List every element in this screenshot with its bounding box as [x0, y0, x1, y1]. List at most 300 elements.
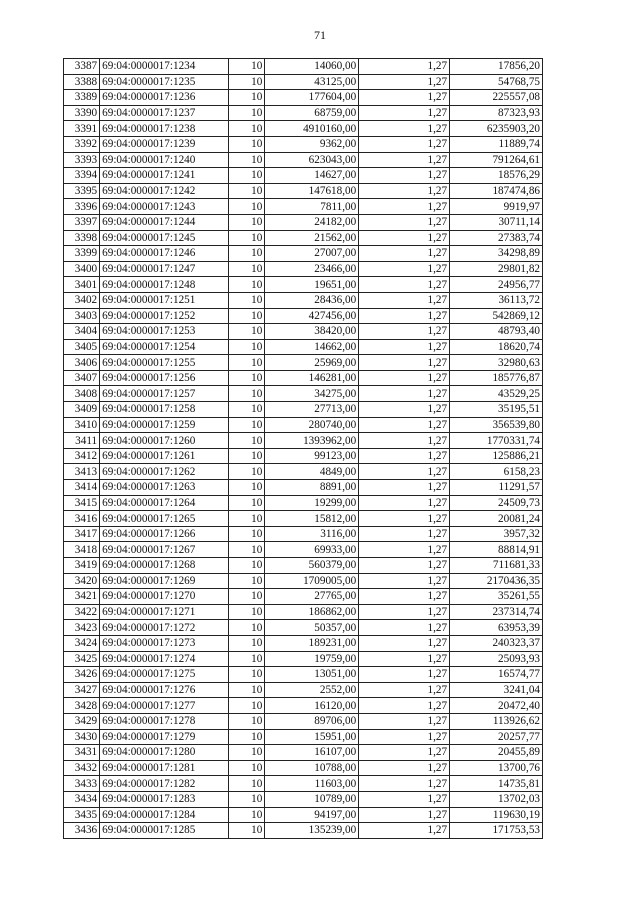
- row-number: 3389: [64, 90, 100, 106]
- coefficient: 1,27: [359, 183, 450, 199]
- cadastral-value: 542869,12: [450, 308, 543, 324]
- category-code: 10: [229, 620, 265, 636]
- coefficient: 1,27: [359, 402, 450, 418]
- area-value: 135239,00: [265, 823, 359, 839]
- row-number: 3392: [64, 136, 100, 152]
- row-number: 3416: [64, 511, 100, 527]
- category-code: 10: [229, 370, 265, 386]
- row-number: 3396: [64, 199, 100, 215]
- coefficient: 1,27: [359, 261, 450, 277]
- category-code: 10: [229, 807, 265, 823]
- coefficient: 1,27: [359, 308, 450, 324]
- coefficient: 1,27: [359, 526, 450, 542]
- category-code: 10: [229, 214, 265, 230]
- area-value: 2552,00: [265, 682, 359, 698]
- category-code: 10: [229, 713, 265, 729]
- area-value: 11603,00: [265, 776, 359, 792]
- row-number: 3410: [64, 417, 100, 433]
- area-value: 50357,00: [265, 620, 359, 636]
- cadastral-number: 69:04:0000017:1258: [100, 402, 229, 418]
- category-code: 10: [229, 729, 265, 745]
- coefficient: 1,27: [359, 277, 450, 293]
- cadastral-value: 48793,40: [450, 324, 543, 340]
- cadastral-number: 69:04:0000017:1281: [100, 760, 229, 776]
- area-value: 89706,00: [265, 713, 359, 729]
- cadastral-number: 69:04:0000017:1263: [100, 480, 229, 496]
- row-number: 3402: [64, 292, 100, 308]
- table-row: [64, 59, 543, 75]
- cadastral-number: 69:04:0000017:1251: [100, 292, 229, 308]
- category-code: 10: [229, 651, 265, 667]
- row-number: 3409: [64, 402, 100, 418]
- category-code: 10: [229, 152, 265, 168]
- coefficient: 1,27: [359, 760, 450, 776]
- category-code: 10: [229, 589, 265, 605]
- cadastral-value: 9919,97: [450, 199, 543, 215]
- land-registry-table: [63, 58, 543, 839]
- area-value: 623043,00: [265, 152, 359, 168]
- cadastral-number: 69:04:0000017:1276: [100, 682, 229, 698]
- cadastral-value: 225557,08: [450, 90, 543, 106]
- cadastral-number: 69:04:0000017:1284: [100, 807, 229, 823]
- coefficient: 1,27: [359, 667, 450, 683]
- row-number: 3427: [64, 682, 100, 698]
- area-value: 69933,00: [265, 542, 359, 558]
- cadastral-value: 34298,89: [450, 246, 543, 262]
- cadastral-value: 187474,86: [450, 183, 543, 199]
- cadastral-number: 69:04:0000017:1235: [100, 74, 229, 90]
- coefficient: 1,27: [359, 386, 450, 402]
- category-code: 10: [229, 355, 265, 371]
- coefficient: 1,27: [359, 682, 450, 698]
- area-value: 14060,00: [265, 59, 359, 75]
- coefficient: 1,27: [359, 168, 450, 184]
- cadastral-value: 20257,77: [450, 729, 543, 745]
- row-number: 3388: [64, 74, 100, 90]
- area-value: 43125,00: [265, 74, 359, 90]
- cadastral-value: 356539,80: [450, 417, 543, 433]
- area-value: 14662,00: [265, 339, 359, 355]
- area-value: 14627,00: [265, 168, 359, 184]
- area-value: 23466,00: [265, 261, 359, 277]
- cadastral-number: 69:04:0000017:1279: [100, 729, 229, 745]
- area-value: 177604,00: [265, 90, 359, 106]
- table-row: [64, 402, 543, 418]
- table-row: [64, 448, 543, 464]
- cadastral-value: 24509,73: [450, 495, 543, 511]
- category-code: 10: [229, 760, 265, 776]
- row-number: 3395: [64, 183, 100, 199]
- cadastral-number: 69:04:0000017:1261: [100, 448, 229, 464]
- table-row: [64, 433, 543, 449]
- table-row: [64, 136, 543, 152]
- cadastral-number: 69:04:0000017:1267: [100, 542, 229, 558]
- cadastral-value: 35195,51: [450, 402, 543, 418]
- cadastral-number: 69:04:0000017:1283: [100, 791, 229, 807]
- cadastral-value: 54768,75: [450, 74, 543, 90]
- cadastral-value: 29801,82: [450, 261, 543, 277]
- cadastral-number: 69:04:0000017:1275: [100, 667, 229, 683]
- cadastral-value: 3241,04: [450, 682, 543, 698]
- category-code: 10: [229, 573, 265, 589]
- table-row: [64, 105, 543, 121]
- page-number: 71: [314, 28, 326, 42]
- cadastral-number: 69:04:0000017:1274: [100, 651, 229, 667]
- table-row: [64, 261, 543, 277]
- cadastral-value: 240323,37: [450, 635, 543, 651]
- cadastral-number: 69:04:0000017:1234: [100, 59, 229, 75]
- coefficient: 1,27: [359, 604, 450, 620]
- coefficient: 1,27: [359, 355, 450, 371]
- cadastral-number: 69:04:0000017:1245: [100, 230, 229, 246]
- row-number: 3436: [64, 823, 100, 839]
- cadastral-number: 69:04:0000017:1242: [100, 183, 229, 199]
- cadastral-value: 185776,87: [450, 370, 543, 386]
- cadastral-value: 171753,53: [450, 823, 543, 839]
- category-code: 10: [229, 261, 265, 277]
- area-value: 25969,00: [265, 355, 359, 371]
- cadastral-number: 69:04:0000017:1239: [100, 136, 229, 152]
- coefficient: 1,27: [359, 105, 450, 121]
- table-row: [64, 511, 543, 527]
- area-value: 16120,00: [265, 698, 359, 714]
- coefficient: 1,27: [359, 729, 450, 745]
- category-code: 10: [229, 635, 265, 651]
- cadastral-value: 20455,89: [450, 745, 543, 761]
- category-code: 10: [229, 121, 265, 137]
- cadastral-number: 69:04:0000017:1282: [100, 776, 229, 792]
- area-value: 94197,00: [265, 807, 359, 823]
- cadastral-value: 711681,33: [450, 558, 543, 574]
- table-row: [64, 495, 543, 511]
- coefficient: 1,27: [359, 745, 450, 761]
- row-number: 3400: [64, 261, 100, 277]
- cadastral-value: 13700,76: [450, 760, 543, 776]
- cadastral-number: 69:04:0000017:1280: [100, 745, 229, 761]
- table-row: [64, 183, 543, 199]
- area-value: 19759,00: [265, 651, 359, 667]
- cadastral-number: 69:04:0000017:1273: [100, 635, 229, 651]
- cadastral-value: 791264,61: [450, 152, 543, 168]
- category-code: 10: [229, 417, 265, 433]
- cadastral-value: 30711,14: [450, 214, 543, 230]
- cadastral-number: 69:04:0000017:1277: [100, 698, 229, 714]
- cadastral-value: 14735,81: [450, 776, 543, 792]
- cadastral-number: 69:04:0000017:1252: [100, 308, 229, 324]
- cadastral-value: 113926,62: [450, 713, 543, 729]
- table-row: [64, 324, 543, 340]
- table-row: [64, 745, 543, 761]
- coefficient: 1,27: [359, 558, 450, 574]
- area-value: 280740,00: [265, 417, 359, 433]
- category-code: 10: [229, 59, 265, 75]
- category-code: 10: [229, 339, 265, 355]
- table-row: [64, 729, 543, 745]
- area-value: 27713,00: [265, 402, 359, 418]
- coefficient: 1,27: [359, 713, 450, 729]
- cadastral-value: 3957,32: [450, 526, 543, 542]
- coefficient: 1,27: [359, 59, 450, 75]
- cadastral-value: 32980,63: [450, 355, 543, 371]
- table-row: [64, 230, 543, 246]
- cadastral-number: 69:04:0000017:1238: [100, 121, 229, 137]
- category-code: 10: [229, 776, 265, 792]
- table-row: [64, 713, 543, 729]
- category-code: 10: [229, 558, 265, 574]
- cadastral-number: 69:04:0000017:1241: [100, 168, 229, 184]
- coefficient: 1,27: [359, 620, 450, 636]
- area-value: 38420,00: [265, 324, 359, 340]
- category-code: 10: [229, 183, 265, 199]
- cadastral-value: 43529,25: [450, 386, 543, 402]
- coefficient: 1,27: [359, 448, 450, 464]
- area-value: 4849,00: [265, 464, 359, 480]
- coefficient: 1,27: [359, 807, 450, 823]
- coefficient: 1,27: [359, 339, 450, 355]
- row-number: 3434: [64, 791, 100, 807]
- row-number: 3404: [64, 324, 100, 340]
- category-code: 10: [229, 526, 265, 542]
- row-number: 3432: [64, 760, 100, 776]
- category-code: 10: [229, 791, 265, 807]
- table-row: [64, 698, 543, 714]
- coefficient: 1,27: [359, 464, 450, 480]
- row-number: 3424: [64, 635, 100, 651]
- coefficient: 1,27: [359, 542, 450, 558]
- table-row: [64, 526, 543, 542]
- category-code: 10: [229, 277, 265, 293]
- area-value: 7811,00: [265, 199, 359, 215]
- table-row: [64, 651, 543, 667]
- cadastral-value: 125886,21: [450, 448, 543, 464]
- coefficient: 1,27: [359, 292, 450, 308]
- row-number: 3414: [64, 480, 100, 496]
- category-code: 10: [229, 745, 265, 761]
- coefficient: 1,27: [359, 651, 450, 667]
- cadastral-value: 88814,91: [450, 542, 543, 558]
- cadastral-number: 69:04:0000017:1255: [100, 355, 229, 371]
- row-number: 3390: [64, 105, 100, 121]
- table-row: [64, 308, 543, 324]
- cadastral-number: 69:04:0000017:1243: [100, 199, 229, 215]
- table-row: [64, 480, 543, 496]
- coefficient: 1,27: [359, 589, 450, 605]
- category-code: 10: [229, 604, 265, 620]
- category-code: 10: [229, 667, 265, 683]
- row-number: 3397: [64, 214, 100, 230]
- row-number: 3411: [64, 433, 100, 449]
- row-number: 3433: [64, 776, 100, 792]
- table-row: [64, 246, 543, 262]
- cadastral-number: 69:04:0000017:1262: [100, 464, 229, 480]
- cadastral-value: 237314,74: [450, 604, 543, 620]
- table-row: [64, 355, 543, 371]
- cadastral-number: 69:04:0000017:1272: [100, 620, 229, 636]
- category-code: 10: [229, 168, 265, 184]
- cadastral-number: 69:04:0000017:1265: [100, 511, 229, 527]
- table-row: [64, 74, 543, 90]
- coefficient: 1,27: [359, 199, 450, 215]
- row-number: 3426: [64, 667, 100, 683]
- area-value: 9362,00: [265, 136, 359, 152]
- area-value: 13051,00: [265, 667, 359, 683]
- coefficient: 1,27: [359, 152, 450, 168]
- category-code: 10: [229, 308, 265, 324]
- cadastral-number: 69:04:0000017:1237: [100, 105, 229, 121]
- area-value: 27765,00: [265, 589, 359, 605]
- area-value: 146281,00: [265, 370, 359, 386]
- table-row: [64, 292, 543, 308]
- category-code: 10: [229, 386, 265, 402]
- table-row: [64, 214, 543, 230]
- table-row: [64, 339, 543, 355]
- cadastral-value: 13702,03: [450, 791, 543, 807]
- area-value: 68759,00: [265, 105, 359, 121]
- area-value: 10788,00: [265, 760, 359, 776]
- cadastral-number: 69:04:0000017:1278: [100, 713, 229, 729]
- cadastral-value: 16574,77: [450, 667, 543, 683]
- table-row: [64, 667, 543, 683]
- table-body: [64, 59, 543, 839]
- coefficient: 1,27: [359, 121, 450, 137]
- cadastral-number: 69:04:0000017:1269: [100, 573, 229, 589]
- table-row: [64, 168, 543, 184]
- cadastral-number: 69:04:0000017:1264: [100, 495, 229, 511]
- coefficient: 1,27: [359, 495, 450, 511]
- category-code: 10: [229, 448, 265, 464]
- cadastral-value: 2170436,35: [450, 573, 543, 589]
- table-row: [64, 199, 543, 215]
- coefficient: 1,27: [359, 214, 450, 230]
- row-number: 3428: [64, 698, 100, 714]
- category-code: 10: [229, 682, 265, 698]
- coefficient: 1,27: [359, 433, 450, 449]
- table-row: [64, 807, 543, 823]
- table-row: [64, 589, 543, 605]
- row-number: 3422: [64, 604, 100, 620]
- row-number: 3423: [64, 620, 100, 636]
- area-value: 16107,00: [265, 745, 359, 761]
- cadastral-value: 87323,93: [450, 105, 543, 121]
- coefficient: 1,27: [359, 511, 450, 527]
- cadastral-number: 69:04:0000017:1256: [100, 370, 229, 386]
- area-value: 560379,00: [265, 558, 359, 574]
- cadastral-number: 69:04:0000017:1254: [100, 339, 229, 355]
- coefficient: 1,27: [359, 480, 450, 496]
- row-number: 3406: [64, 355, 100, 371]
- area-value: 34275,00: [265, 386, 359, 402]
- coefficient: 1,27: [359, 573, 450, 589]
- row-number: 3429: [64, 713, 100, 729]
- category-code: 10: [229, 246, 265, 262]
- category-code: 10: [229, 90, 265, 106]
- area-value: 427456,00: [265, 308, 359, 324]
- cadastral-number: 69:04:0000017:1266: [100, 526, 229, 542]
- table-row: [64, 386, 543, 402]
- area-value: 15951,00: [265, 729, 359, 745]
- table-row: [64, 776, 543, 792]
- row-number: 3391: [64, 121, 100, 137]
- cadastral-value: 6235903,20: [450, 121, 543, 137]
- category-code: 10: [229, 292, 265, 308]
- cadastral-number: 69:04:0000017:1260: [100, 433, 229, 449]
- area-value: 24182,00: [265, 214, 359, 230]
- cadastral-value: 6158,23: [450, 464, 543, 480]
- area-value: 15812,00: [265, 511, 359, 527]
- cadastral-number: 69:04:0000017:1244: [100, 214, 229, 230]
- cadastral-value: 11889,74: [450, 136, 543, 152]
- table-row: [64, 464, 543, 480]
- cadastral-value: 11291,57: [450, 480, 543, 496]
- area-value: 3116,00: [265, 526, 359, 542]
- area-value: 19299,00: [265, 495, 359, 511]
- table-row: [64, 604, 543, 620]
- row-number: 3408: [64, 386, 100, 402]
- cadastral-number: 69:04:0000017:1257: [100, 386, 229, 402]
- table-row: [64, 682, 543, 698]
- area-value: 27007,00: [265, 246, 359, 262]
- category-code: 10: [229, 495, 265, 511]
- coefficient: 1,27: [359, 136, 450, 152]
- row-number: 3401: [64, 277, 100, 293]
- row-number: 3420: [64, 573, 100, 589]
- cadastral-value: 17856,20: [450, 59, 543, 75]
- coefficient: 1,27: [359, 90, 450, 106]
- category-code: 10: [229, 402, 265, 418]
- row-number: 3398: [64, 230, 100, 246]
- cadastral-value: 63953,39: [450, 620, 543, 636]
- category-code: 10: [229, 511, 265, 527]
- row-number: 3431: [64, 745, 100, 761]
- area-value: 1709005,00: [265, 573, 359, 589]
- table-row: [64, 121, 543, 137]
- area-value: 19651,00: [265, 277, 359, 293]
- area-value: 186862,00: [265, 604, 359, 620]
- area-value: 10789,00: [265, 791, 359, 807]
- cadastral-value: 36113,72: [450, 292, 543, 308]
- row-number: 3407: [64, 370, 100, 386]
- row-number: 3421: [64, 589, 100, 605]
- row-number: 3413: [64, 464, 100, 480]
- category-code: 10: [229, 433, 265, 449]
- coefficient: 1,27: [359, 74, 450, 90]
- table-row: [64, 791, 543, 807]
- category-code: 10: [229, 230, 265, 246]
- coefficient: 1,27: [359, 417, 450, 433]
- area-value: 8891,00: [265, 480, 359, 496]
- table-row: [64, 370, 543, 386]
- table-row: [64, 90, 543, 106]
- cadastral-number: 69:04:0000017:1271: [100, 604, 229, 620]
- coefficient: 1,27: [359, 324, 450, 340]
- cadastral-value: 35261,55: [450, 589, 543, 605]
- area-value: 99123,00: [265, 448, 359, 464]
- area-value: 1393962,00: [265, 433, 359, 449]
- cadastral-number: 69:04:0000017:1240: [100, 152, 229, 168]
- row-number: 3399: [64, 246, 100, 262]
- coefficient: 1,27: [359, 823, 450, 839]
- row-number: 3405: [64, 339, 100, 355]
- cadastral-value: 20472,40: [450, 698, 543, 714]
- area-value: 21562,00: [265, 230, 359, 246]
- table-row: [64, 417, 543, 433]
- cadastral-value: 18576,29: [450, 168, 543, 184]
- table-row: [64, 152, 543, 168]
- cadastral-number: 69:04:0000017:1248: [100, 277, 229, 293]
- cadastral-number: 69:04:0000017:1270: [100, 589, 229, 605]
- cadastral-value: 25093,93: [450, 651, 543, 667]
- cadastral-number: 69:04:0000017:1247: [100, 261, 229, 277]
